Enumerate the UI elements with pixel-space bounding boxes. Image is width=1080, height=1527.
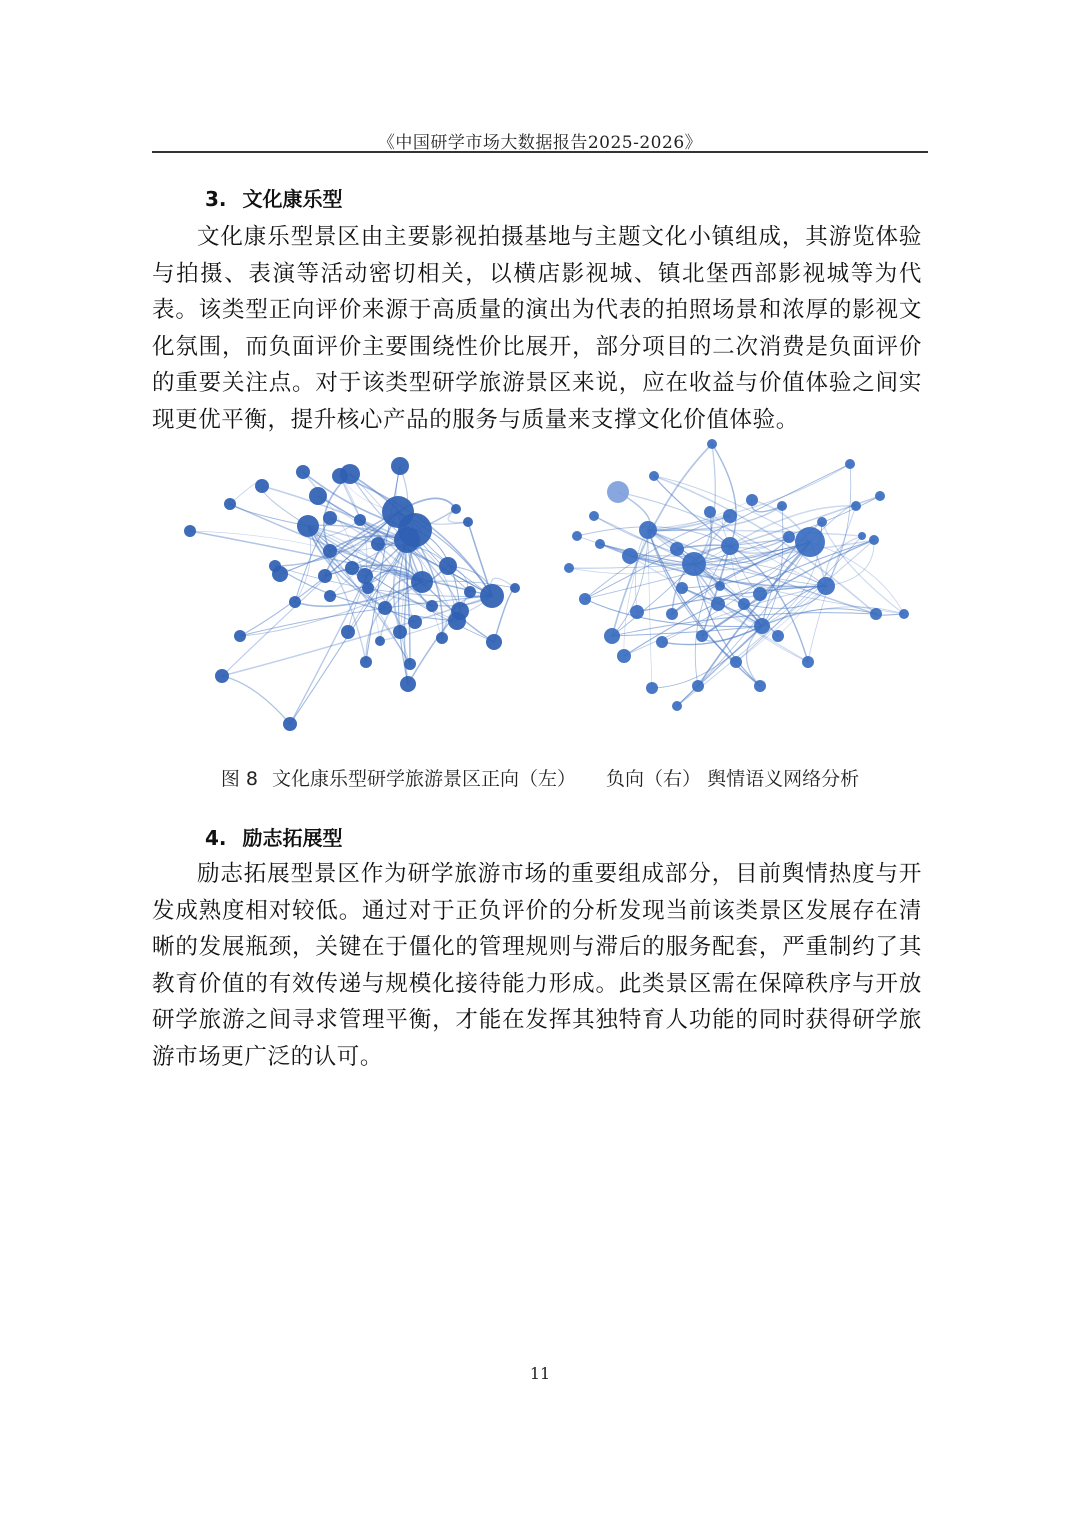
network-node (375, 636, 385, 646)
network-node (272, 566, 288, 582)
network-node (589, 511, 599, 521)
network-node (464, 586, 476, 598)
network-node (595, 539, 605, 549)
network-node (234, 630, 246, 642)
network-node (607, 481, 629, 503)
section-heading-4 (205, 822, 343, 851)
network-node (817, 517, 827, 527)
network-node (730, 656, 742, 668)
network-node (411, 571, 433, 593)
network-node (738, 598, 750, 610)
header-rule (152, 151, 928, 153)
network-node (297, 515, 319, 537)
network-node (564, 563, 574, 573)
network-edge (826, 464, 851, 586)
network-node (486, 634, 502, 650)
network-node (723, 509, 737, 523)
network-node (817, 577, 835, 595)
network-node (404, 658, 416, 670)
figure-caption (152, 764, 928, 791)
network-node (215, 669, 229, 683)
page-number: 11 (529, 1364, 551, 1383)
running-header: 《中国研学市场大数据报告2025-2026》 (377, 133, 703, 153)
network-node (400, 676, 416, 692)
network-node (371, 537, 385, 551)
network-node (746, 494, 758, 506)
network-node (704, 506, 716, 518)
network-node (448, 612, 466, 630)
network-node (711, 597, 725, 611)
network-node (579, 593, 591, 605)
network-node (572, 531, 582, 541)
network-node (617, 649, 631, 663)
network-node (672, 701, 682, 711)
network-node (783, 531, 795, 543)
caption-left: 文化康乐型研学旅游景区正向（左） (272, 768, 577, 790)
section-heading-3 (205, 183, 343, 212)
network-node (721, 537, 739, 555)
network-node (851, 501, 861, 511)
network-edge (222, 676, 290, 724)
network-node (754, 618, 770, 634)
section-title: 励志拓展型 (242, 826, 343, 850)
network-node (451, 504, 461, 514)
network-node (870, 608, 882, 620)
network-node (649, 471, 659, 481)
network-node (184, 525, 196, 537)
network-node (715, 581, 725, 591)
network-node (666, 608, 678, 620)
network-node (255, 479, 269, 493)
network-node (899, 609, 909, 619)
network-node (802, 656, 814, 668)
positive-network-graph (170, 436, 530, 736)
network-node (858, 532, 866, 540)
figure-8 (160, 436, 920, 736)
network-node (630, 605, 644, 619)
network-node (753, 587, 767, 601)
network-node (394, 527, 420, 553)
network-node (408, 615, 422, 629)
section-number: 3. (205, 187, 227, 211)
network-node (360, 656, 372, 668)
caption-right: 负向（右） 舆情语义网络分析 (606, 768, 860, 790)
section-title: 文化康乐型 (242, 187, 343, 211)
network-node (670, 542, 684, 556)
network-node (345, 561, 359, 575)
network-node (426, 600, 438, 612)
network-node (436, 632, 448, 644)
network-node (696, 630, 708, 642)
network-node (309, 487, 327, 505)
network-node (772, 630, 784, 642)
network-node (646, 682, 658, 694)
negative-network-graph (552, 436, 912, 736)
network-node (393, 625, 407, 639)
network-node (754, 680, 766, 692)
network-node (622, 548, 638, 564)
network-node (875, 491, 885, 501)
network-node (224, 498, 236, 510)
network-node (362, 582, 374, 594)
network-node (354, 514, 366, 526)
network-node (324, 590, 336, 602)
network-node (289, 596, 301, 608)
network-node (639, 521, 657, 539)
network-node (323, 511, 337, 525)
network-node (707, 439, 717, 449)
network-edge (230, 504, 308, 526)
network-node (869, 535, 879, 545)
network-node (296, 465, 310, 479)
network-node (318, 569, 332, 583)
network-node (323, 544, 337, 558)
network-node (656, 636, 668, 648)
section-number: 4. (205, 826, 227, 850)
section-4-paragraph: 励志拓展型景区作为研学旅游市场的重要组成部分，目前舆情热度与开发成熟度相对较低。通过对于正负评价的分析发现当前该类景区发展存在清晰的发展瓶颈，关键在于僵化的管理规则与滞后的服务配套，严重制约了其教育价值的有效传递与规模化接待能力形成。此类景区需在保障秩序与开放研学旅游之间寻求管理平衡，才能在发挥其独特育人功能的同时获得研学旅游市场更广泛的认可。 (152, 861, 922, 1070)
network-node (510, 583, 520, 593)
network-node (283, 717, 297, 731)
figure-number: 图 8 (220, 768, 259, 790)
network-node (341, 625, 355, 639)
section-3-paragraph: 文化康乐型景区由主要影视拍摄基地与主题文化小镇组成，其游览体验与拍摄、表演等活动密切相关，以横店影视城、镇北堡西部影视城等为代表。该类型正向评价来源于高质量的演出为代表的拍照场景和浓厚的影视文化氛围，而负面评价主要围绕性价比展开，部分项目的二次消费是负面评价的重要关注点。对于该类型研学旅游景区来说，应在收益与价值体验之间实现更优平衡，提升核心产品的服务与质量来支撑文化价值体验。 (152, 224, 922, 433)
network-node (604, 628, 620, 644)
network-node (777, 501, 787, 511)
network-node (480, 584, 504, 608)
network-node (391, 457, 409, 475)
network-node (676, 582, 688, 594)
network-node (378, 601, 392, 615)
network-node (463, 517, 473, 527)
network-node (340, 464, 360, 484)
network-node (795, 527, 825, 557)
network-node (357, 568, 373, 584)
network-node (439, 557, 457, 575)
network-node (692, 680, 704, 692)
network-node (682, 552, 706, 576)
network-node (845, 459, 855, 469)
